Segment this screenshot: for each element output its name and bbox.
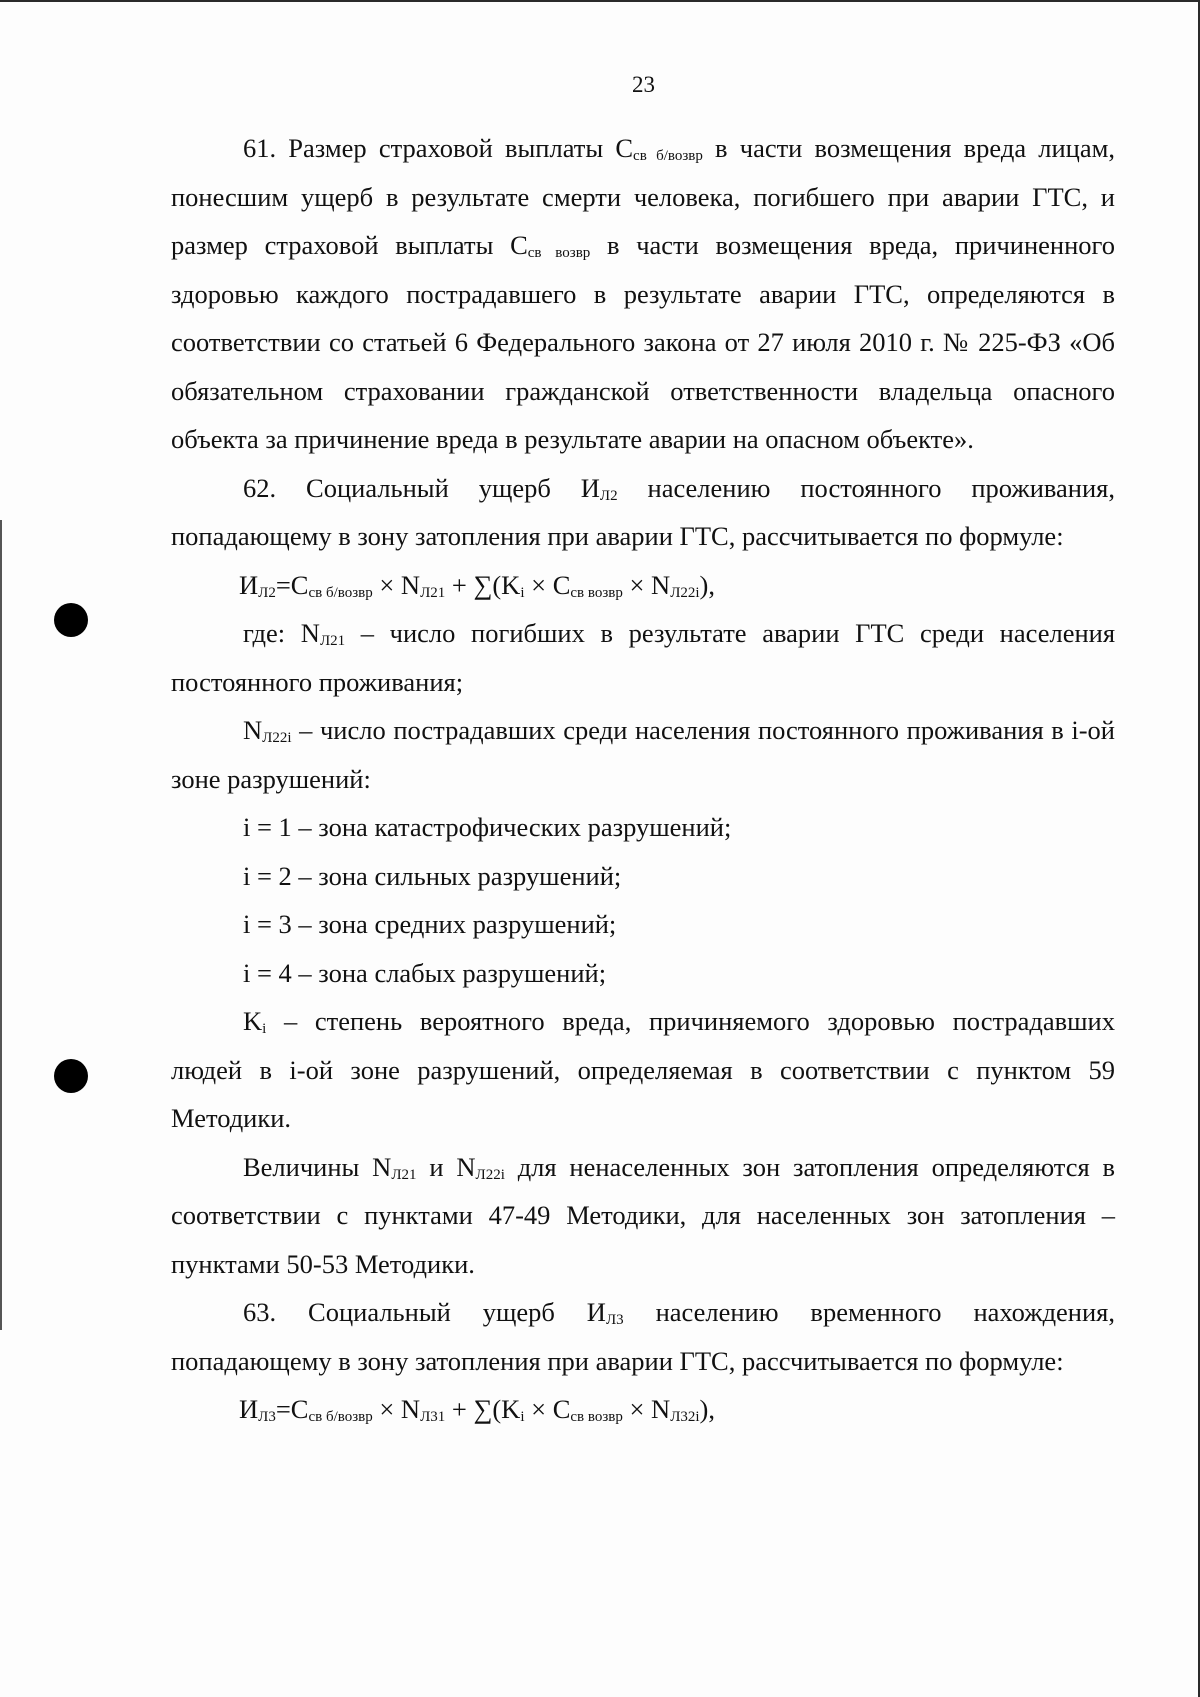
page-number: 23: [632, 72, 655, 97]
paragraph-63: 63. Социальный ущерб $И_{Л3}$ населению временного нахождения, попадающему в зону затопления при аварии ГТС, рассчитывается по формуле:: [171, 1297, 1115, 1376]
paragraph-values: Величины $N_{Л21}$ и $N_{Л22i}$ для ненаселенных зон затопления определяются в соответствии с пунктами 47-49 Методики, для населенных зон затопления – пунктами 50-53 Методики.: [171, 1151, 1115, 1279]
punch-hole-top: [54, 603, 88, 637]
definition-ki: $K_i$ – степень вероятного вреда, причиняемого здоровью пострадавших людей в i-ой зоне разрушений, определяемая в соответствии с пунктом 59 Методики.: [171, 1006, 1115, 1133]
formula-il3: $И_{Л3}=С_{св б/возвр} \times N_{Л31} + \sum(K_i \times С_{св возвр} \times N_{Л32i})$,: [239, 1394, 715, 1425]
punch-hole-bottom: [54, 1059, 88, 1093]
zone-item-3: i = 3 – зона средних разрушений;: [243, 909, 617, 939]
paragraph-61: 61. Размер страховой выплаты $С_{св б/возвр}$ в части возмещения вреда лицам, понесшим ущерб в результате смерти человека, погибшего при аварии ГТС, и размер страховой выплаты $С_{св возвр}$ в части возмещения вреда, причиненного здоровью каждого пострадавшего в результате аварии ГТС, определяются в соответствии со статьей 6 Федерального закона от 27 июля 2010 г. № 225-ФЗ «Об обязательном страховании гражданской ответственности владельца опасного объекта за причинение вреда в результате аварии на опасном объекте».: [171, 133, 1116, 454]
definition-nl21: где: $N_{Л21}$ – число погибших в результате аварии ГТС среди населения постоянного проживания;: [171, 618, 1116, 697]
definition-nl22i: $N_{Л22i}$ – число пострадавших среди населения постоянного проживания в i-ой зоне разрушений:: [171, 715, 1115, 794]
document-body: [171, 124, 1115, 1434]
zone-item-2: i = 2 – зона сильных разрушений;: [243, 860, 622, 891]
zone-item-1: i = 1 – зона катастрофических разрушений;: [243, 812, 732, 842]
scan-border-top: [0, 0, 1200, 2]
formula-il2: $И_{Л2}=С_{св б/возвр} \times N_{Л21} + \sum(K_i \times С_{св возвр} \times N_{Л22i})$,: [239, 569, 715, 601]
paragraph-62: 62. Социальный ущерб $И_{Л2}$ населению постоянного проживания, попадающему в зону затопления при аварии ГТС, рассчитывается по формуле:: [171, 472, 1115, 551]
zone-item-4: i = 4 – зона слабых разрушений;: [243, 957, 607, 988]
scan-border-left: [0, 520, 2, 1330]
